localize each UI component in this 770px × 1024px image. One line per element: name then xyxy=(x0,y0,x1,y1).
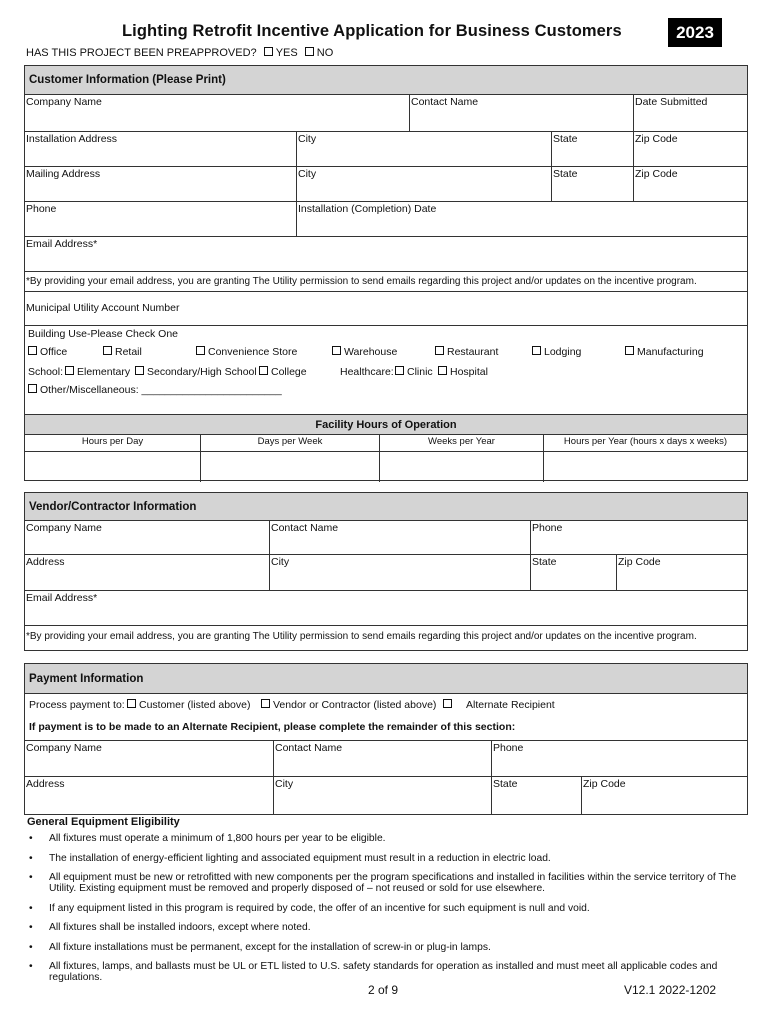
hours-per-day-header: Hours per Day xyxy=(25,435,201,451)
days-per-week-field[interactable] xyxy=(201,452,380,482)
preapproved-yes-label: YES xyxy=(275,47,298,59)
customer-date-submitted-field[interactable]: Date Submitted xyxy=(635,96,708,108)
vendor-company-name-field[interactable]: Company Name xyxy=(25,521,270,554)
customer-email-note: *By providing your email address, you are granting The Utility permission to send emails regarding this project and/or updates on the incentive program. xyxy=(26,276,697,287)
building-use-label: Building Use-Please Check One xyxy=(28,328,178,340)
building-use-retail[interactable]: Retail xyxy=(103,346,142,358)
preapproved-yes-checkbox[interactable] xyxy=(264,47,273,56)
customer-company-name-field[interactable]: Company Name xyxy=(25,95,410,131)
pay-alternate-option[interactable]: Alternate Recipient xyxy=(443,699,555,711)
customer-installation-date-field[interactable]: Installation (Completion) Date xyxy=(298,203,437,215)
list-item: • If any equipment listed in this program is required by code, the offer of an incentive for such equipment is null and void. xyxy=(29,902,590,914)
pay-vendor-option[interactable]: Vendor or Contractor (listed above) xyxy=(261,699,436,711)
customer-phone-field[interactable]: Phone xyxy=(25,202,297,236)
customer-installation-city-field[interactable]: City xyxy=(297,132,552,166)
list-item: • All fixtures must operate a minimum of 1,800 hours per year to be eligible. xyxy=(29,833,386,844)
customer-account-number-field[interactable]: Municipal Utility Account Number xyxy=(26,302,180,314)
building-use-college[interactable]: College xyxy=(259,366,307,378)
hours-per-day-field[interactable] xyxy=(25,452,201,482)
building-use-elementary[interactable]: Elementary xyxy=(65,366,130,378)
school-label: School: xyxy=(28,366,64,378)
payment-phone-field[interactable]: Phone xyxy=(493,742,524,754)
customer-section xyxy=(24,65,748,481)
payment-heading: Payment Information xyxy=(25,664,747,694)
building-use-clinic[interactable]: Clinic xyxy=(395,366,433,378)
year-badge: 2023 xyxy=(668,18,722,47)
building-use-lodging[interactable]: Lodging xyxy=(532,346,581,358)
vendor-email-field[interactable]: Email Address* xyxy=(26,592,98,604)
customer-contact-name-field[interactable]: Contact Name xyxy=(410,95,634,131)
version-number: V12.1 2022-1202 xyxy=(624,983,717,997)
building-use-manufacturing[interactable]: Manufacturing xyxy=(625,346,704,358)
facility-hours-heading: Facility Hours of Operation xyxy=(25,414,747,435)
customer-mailing-address-field[interactable]: Mailing Address xyxy=(25,167,297,201)
eligibility-list xyxy=(27,833,742,992)
payment-zip-field[interactable]: Zip Code xyxy=(583,778,626,790)
vendor-zip-field[interactable]: Zip Code xyxy=(618,556,661,568)
vendor-email-note: *By providing your email address, you are granting The Utility permission to send emails regarding this project and/or updates on the incentive program. xyxy=(26,631,697,642)
form-title: Lighting Retrofit Incentive Application for Business Customers xyxy=(122,22,622,40)
vendor-section xyxy=(24,492,748,651)
vendor-contact-name-field[interactable]: Contact Name xyxy=(270,521,531,554)
building-use-convenience-store[interactable]: Convenience Store xyxy=(196,346,297,358)
payment-address-field[interactable]: Address xyxy=(25,777,274,814)
process-payment-label: Process payment to: xyxy=(29,699,125,711)
customer-installation-state-field[interactable]: State xyxy=(552,132,634,166)
building-use-restaurant[interactable]: Restaurant xyxy=(435,346,498,358)
building-use-office[interactable]: Office xyxy=(28,346,67,358)
vendor-heading: Vendor/Contractor Information xyxy=(25,493,747,521)
healthcare-label: Healthcare: xyxy=(340,366,394,378)
preapproved-no-label: NO xyxy=(316,47,334,59)
preapproved-no-checkbox[interactable] xyxy=(305,47,314,56)
list-item: • All fixtures, lamps, and ballasts must be UL or ETL listed to U.S. safety standards for operation as installed and must meet all applicable codes and regulations. xyxy=(29,961,718,983)
customer-installation-address-field[interactable]: Installation Address xyxy=(25,132,297,166)
building-use-other[interactable]: Other/Miscellaneous: ________________________ xyxy=(28,384,282,396)
list-item: • The installation of energy-efficient lighting and associated equipment must result in a reduction in electric load. xyxy=(29,852,551,864)
customer-mailing-zip-field[interactable]: Zip Code xyxy=(635,168,678,180)
customer-installation-zip-field[interactable]: Zip Code xyxy=(635,133,678,145)
payment-section xyxy=(24,663,748,815)
building-use-group xyxy=(25,326,747,414)
building-use-warehouse[interactable]: Warehouse xyxy=(332,346,397,358)
customer-mailing-state-field[interactable]: State xyxy=(552,167,634,201)
vendor-address-field[interactable]: Address xyxy=(25,555,270,590)
payment-state-field[interactable]: State xyxy=(492,777,582,814)
payment-options xyxy=(25,694,747,741)
alternate-recipient-note: If payment is to be made to an Alternate Recipient, please complete the remainder of this section: xyxy=(29,721,516,733)
customer-heading: Customer Information (Please Print) xyxy=(25,66,747,95)
days-per-week-header: Days per Week xyxy=(201,435,380,451)
hours-per-year-header: Hours per Year (hours x days x weeks) xyxy=(563,436,728,447)
customer-email-field[interactable]: Email Address* xyxy=(26,238,98,250)
payment-city-field[interactable]: City xyxy=(274,777,492,814)
page-number: 2 of 9 xyxy=(368,983,399,997)
preapproved-question xyxy=(26,47,333,59)
list-item: • All equipment must be new or retrofitted with new components per the program specifications and installed in facilities within the service territory of The Utility. Existing equipment must be removed and properly disposed of – not reused or sold for use elsewhere. xyxy=(29,872,737,894)
payment-contact-name-field[interactable]: Contact Name xyxy=(274,741,492,776)
hours-per-year-field[interactable] xyxy=(544,452,747,482)
payment-company-name-field[interactable]: Company Name xyxy=(25,741,274,776)
pay-customer-option[interactable]: Customer (listed above) xyxy=(127,699,250,711)
weeks-per-year-field[interactable] xyxy=(380,452,544,482)
vendor-phone-field[interactable]: Phone xyxy=(532,522,563,534)
eligibility-heading: General Equipment Eligibility xyxy=(27,816,180,828)
vendor-city-field[interactable]: City xyxy=(270,555,531,590)
building-use-hospital[interactable]: Hospital xyxy=(438,366,488,378)
preapproved-label: HAS THIS PROJECT BEEN PREAPPROVED? xyxy=(26,47,257,59)
customer-mailing-city-field[interactable]: City xyxy=(297,167,552,201)
weeks-per-year-header: Weeks per Year xyxy=(380,435,544,451)
vendor-state-field[interactable]: State xyxy=(531,555,617,590)
building-use-secondary[interactable]: Secondary/High School xyxy=(135,366,257,378)
list-item: • All fixtures shall be installed indoors, except where noted. xyxy=(29,922,311,933)
list-item: • All fixture installations must be permanent, except for the installation of screw-in or plug-in lamps. xyxy=(29,941,491,953)
